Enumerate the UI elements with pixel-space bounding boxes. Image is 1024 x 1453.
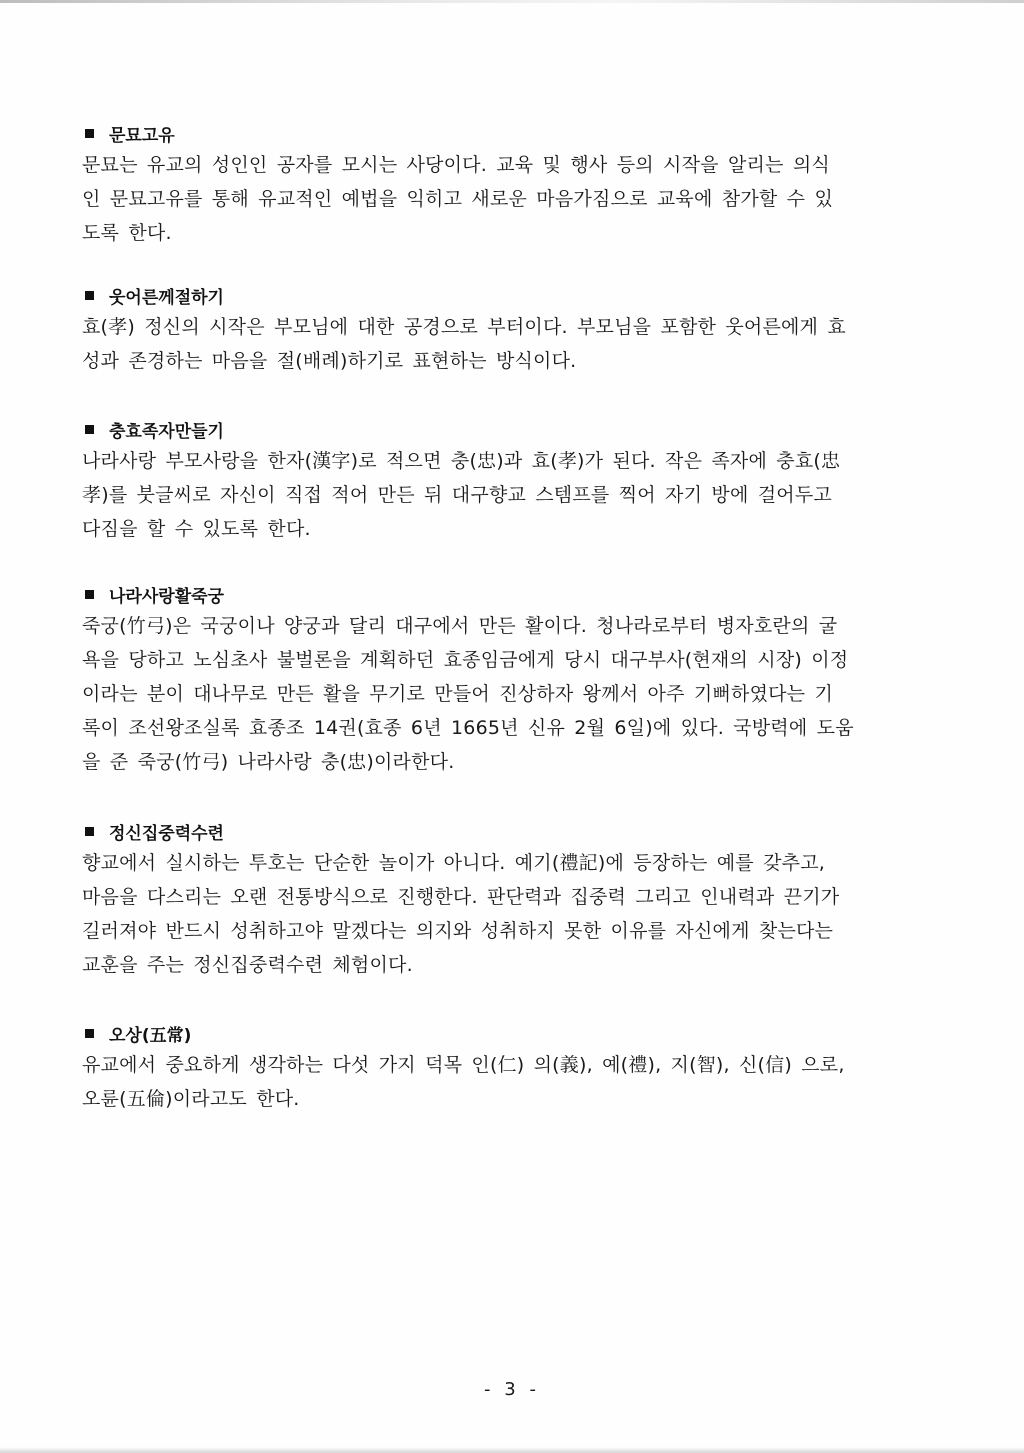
paragraph-line: 성과 존경하는 마음을 절(배례)하기로 표현하는 방식이다. — [82, 350, 577, 372]
paragraph-line: 죽궁(竹弓)은 국궁이나 양궁과 달리 대구에서 만든 활이다. 청나라로부터 병자호란의 굴 — [82, 615, 838, 637]
paragraph-line: 유교에서 중요하게 생각하는 다섯 가지 덕목 인(仁) 의(義), 예(禮), 지(智), 신(信) 으로, — [82, 1054, 845, 1076]
section-heading — [82, 118, 922, 148]
section-heading-text: 정신집중력수련 — [109, 823, 224, 844]
scan-edge-top — [0, 0, 1024, 3]
paragraph-line: 다짐을 할 수 있도록 한다. — [82, 518, 311, 540]
paragraph-line: 교훈을 주는 정신집중력수련 체험이다. — [82, 954, 413, 976]
section-heading — [82, 816, 922, 846]
section-concentration-training — [82, 816, 922, 982]
section-five-virtues — [82, 1018, 922, 1116]
document-content — [82, 118, 922, 1116]
paragraph-line: 록이 조선왕조실록 효종조 14권(효종 6년 1665년 신유 2월 6일)에 있다. 국방력에 도움 — [82, 717, 854, 739]
paragraph-line: 孝)를 붓글씨로 자신이 직접 적어 만든 뒤 대구향교 스템프를 찍어 자기 방에 걸어두고 — [82, 484, 832, 506]
page-number: - 3 - — [484, 1379, 540, 1400]
square-bullet-icon — [85, 827, 94, 836]
section-munmyo-goyu — [82, 118, 922, 250]
section-heading — [82, 579, 922, 609]
section-heading — [82, 1018, 922, 1048]
paragraph-line: 이라는 분이 대나무로 만든 활을 무기로 만들어 진상하자 왕께서 아주 기뻐하였다는 기 — [82, 683, 834, 705]
scan-edge-bottom — [0, 1447, 1024, 1453]
square-bullet-icon — [85, 425, 94, 434]
section-heading-text: 문묘고유 — [109, 125, 175, 146]
paragraph-line: 효(孝) 정신의 시작은 부모님에 대한 공경으로 부터이다. 부모님을 포함한 웃어른에게 효 — [82, 316, 846, 338]
paragraph-line: 오륜(五倫)이라고도 한다. — [82, 1088, 300, 1110]
section-heading — [82, 414, 922, 444]
square-bullet-icon — [85, 590, 94, 599]
section-bamboo-bow — [82, 579, 922, 779]
section-chunghyo-scroll — [82, 414, 922, 546]
section-heading-text: 오상(五常) — [109, 1025, 192, 1046]
section-bowing-to-elders — [82, 280, 922, 378]
square-bullet-icon — [85, 291, 94, 300]
section-heading-text: 충효족자만들기 — [109, 421, 224, 442]
paragraph-line: 욕을 당하고 노심초사 불벌론을 계획하던 효종임금에게 당시 대구부사(현재의 시장) 이정 — [82, 649, 849, 671]
section-heading-text: 나라사랑활죽궁 — [109, 586, 224, 607]
section-heading-text: 웃어른께절하기 — [109, 287, 224, 308]
paragraph-line: 도록 한다. — [82, 222, 172, 244]
paragraph-line: 문묘는 유교의 성인인 공자를 모시는 사당이다. 교육 및 행사 등의 시작을 알리는 의식 — [82, 154, 830, 176]
paragraph-line: 나라사랑 부모사랑을 한자(漢字)로 적으면 충(忠)과 효(孝)가 된다. 작은 족자에 충효(忠 — [82, 450, 841, 472]
square-bullet-icon — [85, 129, 94, 138]
paragraph-line: 향교에서 실시하는 투호는 단순한 놀이가 아니다. 예기(禮記)에 등장하는 예를 갖추고, — [82, 852, 825, 874]
paragraph-line: 을 준 죽궁(竹弓) 나라사랑 충(忠)이라한다. — [82, 751, 455, 773]
paragraph-line: 길러져야 반드시 성취하고야 말겠다는 의지와 성취하지 못한 이유를 자신에게 찾는다는 — [82, 920, 834, 942]
section-heading — [82, 280, 922, 310]
square-bullet-icon — [85, 1029, 94, 1038]
paragraph-line: 마음을 다스리는 오랜 전통방식으로 진행한다. 판단력과 집중력 그리고 인내력과 끈기가 — [82, 886, 840, 908]
paragraph-line: 인 문묘고유를 통해 유교적인 예법을 익히고 새로운 마음가짐으로 교육에 참가할 수 있 — [82, 188, 834, 210]
